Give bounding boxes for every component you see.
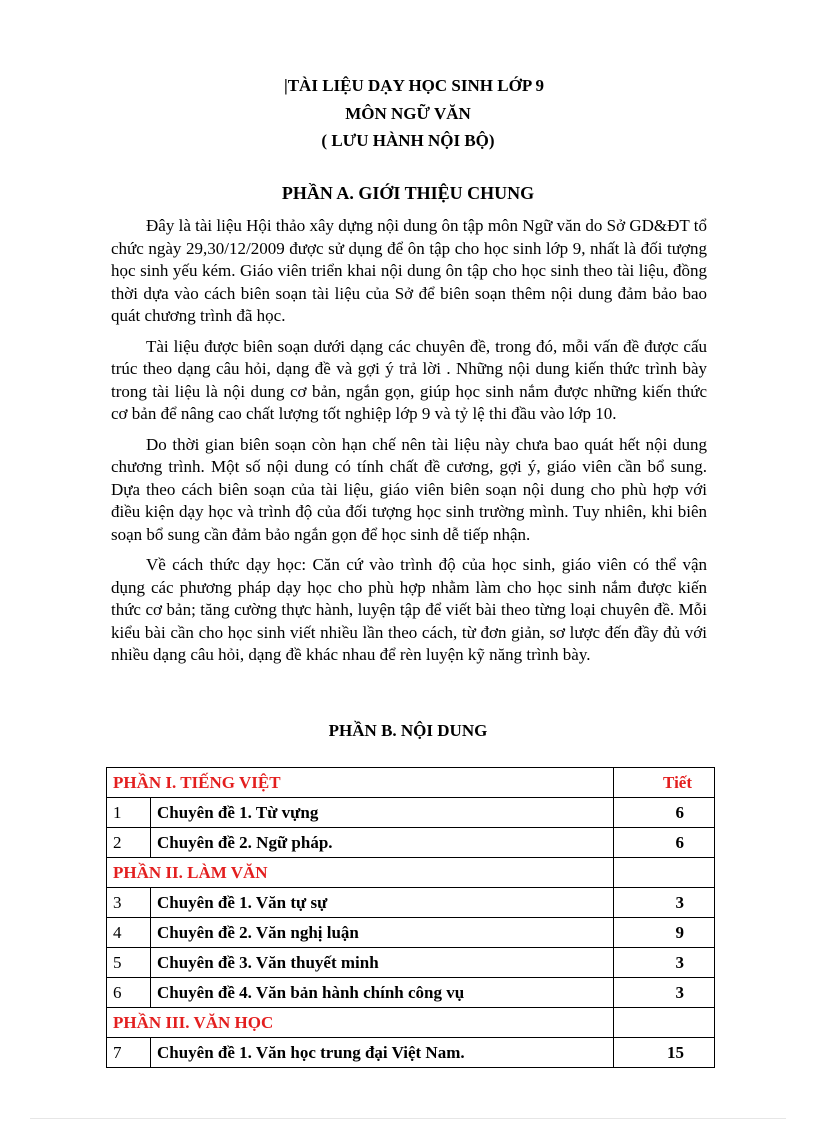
row-title: Chuyên đề 2. Ngữ pháp. — [151, 828, 614, 858]
table-row — [107, 828, 715, 858]
page-bottom-divider — [30, 1118, 786, 1119]
content-table — [106, 767, 715, 1068]
row-number: 3 — [107, 888, 151, 918]
row-hours: 6 — [614, 828, 715, 858]
row-number: 6 — [107, 978, 151, 1008]
row-hours: 15 — [614, 1038, 715, 1068]
row-hours: 3 — [614, 978, 715, 1008]
row-title: Chuyên đề 3. Văn thuyết minh — [151, 948, 614, 978]
part-row — [107, 768, 715, 798]
doc-title: |TÀI LIỆU DẠY HỌC SINH LỚP 9 — [283, 76, 545, 95]
row-number: 4 — [107, 918, 151, 948]
part-row — [107, 858, 715, 888]
row-title: Chuyên đề 2. Văn nghị luận — [151, 918, 614, 948]
row-hours: 9 — [614, 918, 715, 948]
doc-subject: MÔN NGỮ VĂN — [345, 104, 471, 123]
table-row — [107, 1038, 715, 1068]
paragraph: Đây là tài liệu Hội thảo xây dựng nội dung ôn tập môn Ngữ văn do Sở GD&ĐT tổ chức ngày 29,30/12/2009 được sử dụng để ôn tập cho học sinh lớp 9, nhất là đối tượng học sinh yếu kém. Giáo viên triển khai nội dung ôn tập cho học sinh theo tài liệu, đồng thời dựa vào cách biên soạn tài liệu của Sở để biên soạn thêm nội dung đảm bảo bao quát chương trình đã học. — [111, 216, 707, 325]
part-row — [107, 1008, 715, 1038]
row-title: Chuyên đề 1. Từ vựng — [151, 798, 614, 828]
hours-header — [614, 858, 715, 888]
paragraph: Về cách thức dạy học: Căn cứ vào trình độ của học sinh, giáo viên có thể vận dụng các phương pháp dạy học cho phù hợp nhằm làm cho học sinh nắm được kiến thức cơ bản; tăng cường thực hành, luyện tập để viết bài theo từng loại chuyên đề. Mỗi kiểu bài cần cho học sinh viết nhiều lần theo cách, từ đơn giản, sơ lược đến đầy đủ với nhiều dạng câu hỏi, dạng đề khác nhau để rèn luyện kỹ năng trình bày. — [111, 555, 707, 664]
section-a-body — [111, 215, 707, 675]
table-row — [107, 888, 715, 918]
row-number: 1 — [107, 798, 151, 828]
row-hours: 6 — [614, 798, 715, 828]
table-row — [107, 798, 715, 828]
row-title: Chuyên đề 1. Văn học trung đại Việt Nam. — [151, 1038, 614, 1068]
table-row — [107, 948, 715, 978]
part-name: PHẦN I. TIẾNG VIỆT — [107, 768, 614, 798]
section-b-title: PHẦN B. NỘI DUNG — [328, 721, 488, 740]
paragraph: Do thời gian biên soạn còn hạn chế nên tài liệu này chưa bao quát hết nội dung chương trình. Một số nội dung có tính chất đề cương, gợi ý, giáo viên cần bổ sung. Dựa theo cách biên soạn của tài liệu, giáo viên biên soạn nội dung cho phù hợp với điều kiện dạy học và trình độ của đối tượng học sinh trường mình. Tuy nhiên, khi biên soạn bổ sung cần đảm bảo ngắn gọn để học sinh dễ tiếp nhận. — [111, 434, 707, 544]
section-a-title: PHẦN A. GIỚI THIỆU CHUNG — [281, 183, 535, 203]
row-hours: 3 — [614, 948, 715, 978]
row-number: 5 — [107, 948, 151, 978]
row-number: 7 — [107, 1038, 151, 1068]
part-name: PHẦN II. LÀM VĂN — [107, 858, 614, 888]
part-name: PHẦN III. VĂN HỌC — [107, 1008, 614, 1038]
table-row — [107, 978, 715, 1008]
row-title: Chuyên đề 4. Văn bản hành chính công vụ — [151, 978, 614, 1008]
doc-circulation-note: ( LƯU HÀNH NỘI BỘ) — [321, 131, 495, 150]
row-hours: 3 — [614, 888, 715, 918]
hours-header — [614, 1008, 715, 1038]
hours-header: Tiết — [614, 768, 715, 798]
paragraph: Tài liệu được biên soạn dưới dạng các chuyên đề, trong đó, mỗi vấn đề được cấu trúc theo dạng câu hỏi, dạng đề và gợi ý trả lời . Những nội dung kiến thức trình bày trong tài liệu là nội dung cơ bản, ngắn gọn, giúp học sinh nắm được những kiến thức cơ bản để nâng cao chất lượng tốt nghiệp lớp 9 và tỷ lệ thi đầu vào lớp 10. — [111, 336, 707, 423]
table-row — [107, 918, 715, 948]
row-number: 2 — [107, 828, 151, 858]
row-title: Chuyên đề 1. Văn tự sự — [151, 888, 614, 918]
